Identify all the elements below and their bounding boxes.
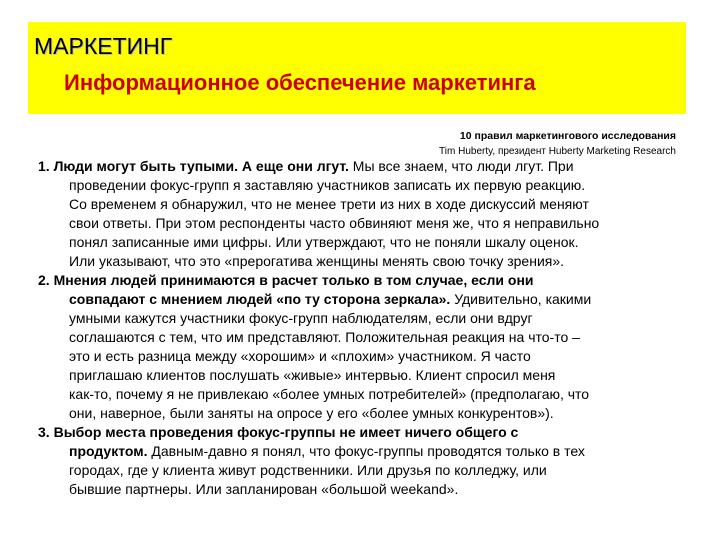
rule-line: [38, 423, 688, 442]
rule-line: [38, 442, 688, 461]
rule-heading: Мнения людей принимаются в расчет только в том случае, если они: [53, 272, 534, 288]
rule-number: 3.: [38, 424, 50, 440]
rule-line: [38, 480, 688, 499]
rule-line: [38, 233, 688, 252]
rule-line: [38, 347, 688, 366]
rule-body-text: соглашаются с тем, что им представляют. Положительная реакция на что-то –: [69, 329, 580, 345]
rules-list: [38, 157, 688, 499]
rule-body-text: бывшие партнеры. Или запланирован «большой weekand».: [69, 481, 459, 497]
slide-title: МАРКЕТИНГ: [34, 33, 173, 59]
rule-body-text: они, наверное, были заняты на опросе у его «более умных конкурентов»).: [69, 405, 554, 421]
rule-body-text: Или указывают, что это «прерогатива женщины менять свою точку зрения».: [69, 253, 565, 269]
slide-subtitle: Информационное обеспечение маркетинга: [64, 70, 536, 95]
rule-line: [38, 366, 688, 385]
rule-number: 1.: [38, 158, 50, 174]
rule-line: [38, 271, 688, 290]
rule-body-text: как-то, почему я не привлекаю «более умных потребителей» (предполагаю, что: [69, 386, 590, 402]
rule-line: [38, 176, 688, 195]
rule-body-text: приглашаю клиентов послушать «живые» интервью. Клиент спросил меня: [69, 367, 556, 383]
rule-line: [38, 385, 688, 404]
rule-line: [38, 461, 688, 480]
rule-line: [38, 309, 688, 328]
rule-body-text: Мы все знаем, что люди лгут. При: [348, 158, 574, 174]
rule-heading: Выбор места проведения фокус-группы не имеет ничего общего с: [53, 424, 519, 440]
rule-line: [38, 252, 688, 271]
rule-body-text: это и есть разница между «хорошим» и «плохим» участником. Я часто: [69, 348, 531, 364]
rule-heading: продуктом.: [69, 443, 148, 459]
rule-body-text: Со временем я обнаружил, что не менее трети из них в ходе дискуссий меняют: [69, 196, 589, 212]
rule-line: [38, 214, 688, 233]
rule-line: [38, 290, 688, 309]
rule-heading: совпадают с мнением людей «по ту сторона зеркала».: [69, 291, 451, 307]
rule-item: [38, 271, 688, 423]
rule-item: [38, 423, 688, 499]
rule-line: [38, 157, 688, 176]
rule-number: 2.: [38, 272, 50, 288]
rule-line: [38, 328, 688, 347]
rule-body-text: Удивительно, какими: [450, 291, 592, 307]
source-citation: [439, 128, 676, 160]
rule-line: [38, 195, 688, 214]
rule-body-text: свои ответы. При этом респонденты часто обвиняют меня же, что я неправильно: [69, 215, 600, 231]
rule-body-text: Давным-давно я понял, что фокус-группы проводятся только в тех: [147, 443, 585, 459]
source-title: 10 правил маркетингового исследования: [459, 130, 676, 142]
rule-body-text: проведении фокус-групп я заставляю участников записать их первую реакцию.: [69, 177, 586, 193]
rule-body-text: умными кажутся участники фокус-групп наблюдателям, если они вдруг: [69, 310, 533, 326]
rule-body-text: городах, где у клиента живут родственники. Или друзья по колледжу, или: [69, 462, 547, 478]
rule-body-text: понял записанные ими цифры. Или утверждают, что не поняли шкалу оценок.: [69, 234, 579, 250]
rule-heading: Люди могут быть тупыми. А еще они лгут.: [53, 158, 349, 174]
source-author: Tim Huberty, президент Huberty Marketing Research: [439, 146, 676, 157]
rule-item: [38, 157, 688, 271]
title-banner: [28, 22, 686, 114]
rule-line: [38, 404, 688, 423]
